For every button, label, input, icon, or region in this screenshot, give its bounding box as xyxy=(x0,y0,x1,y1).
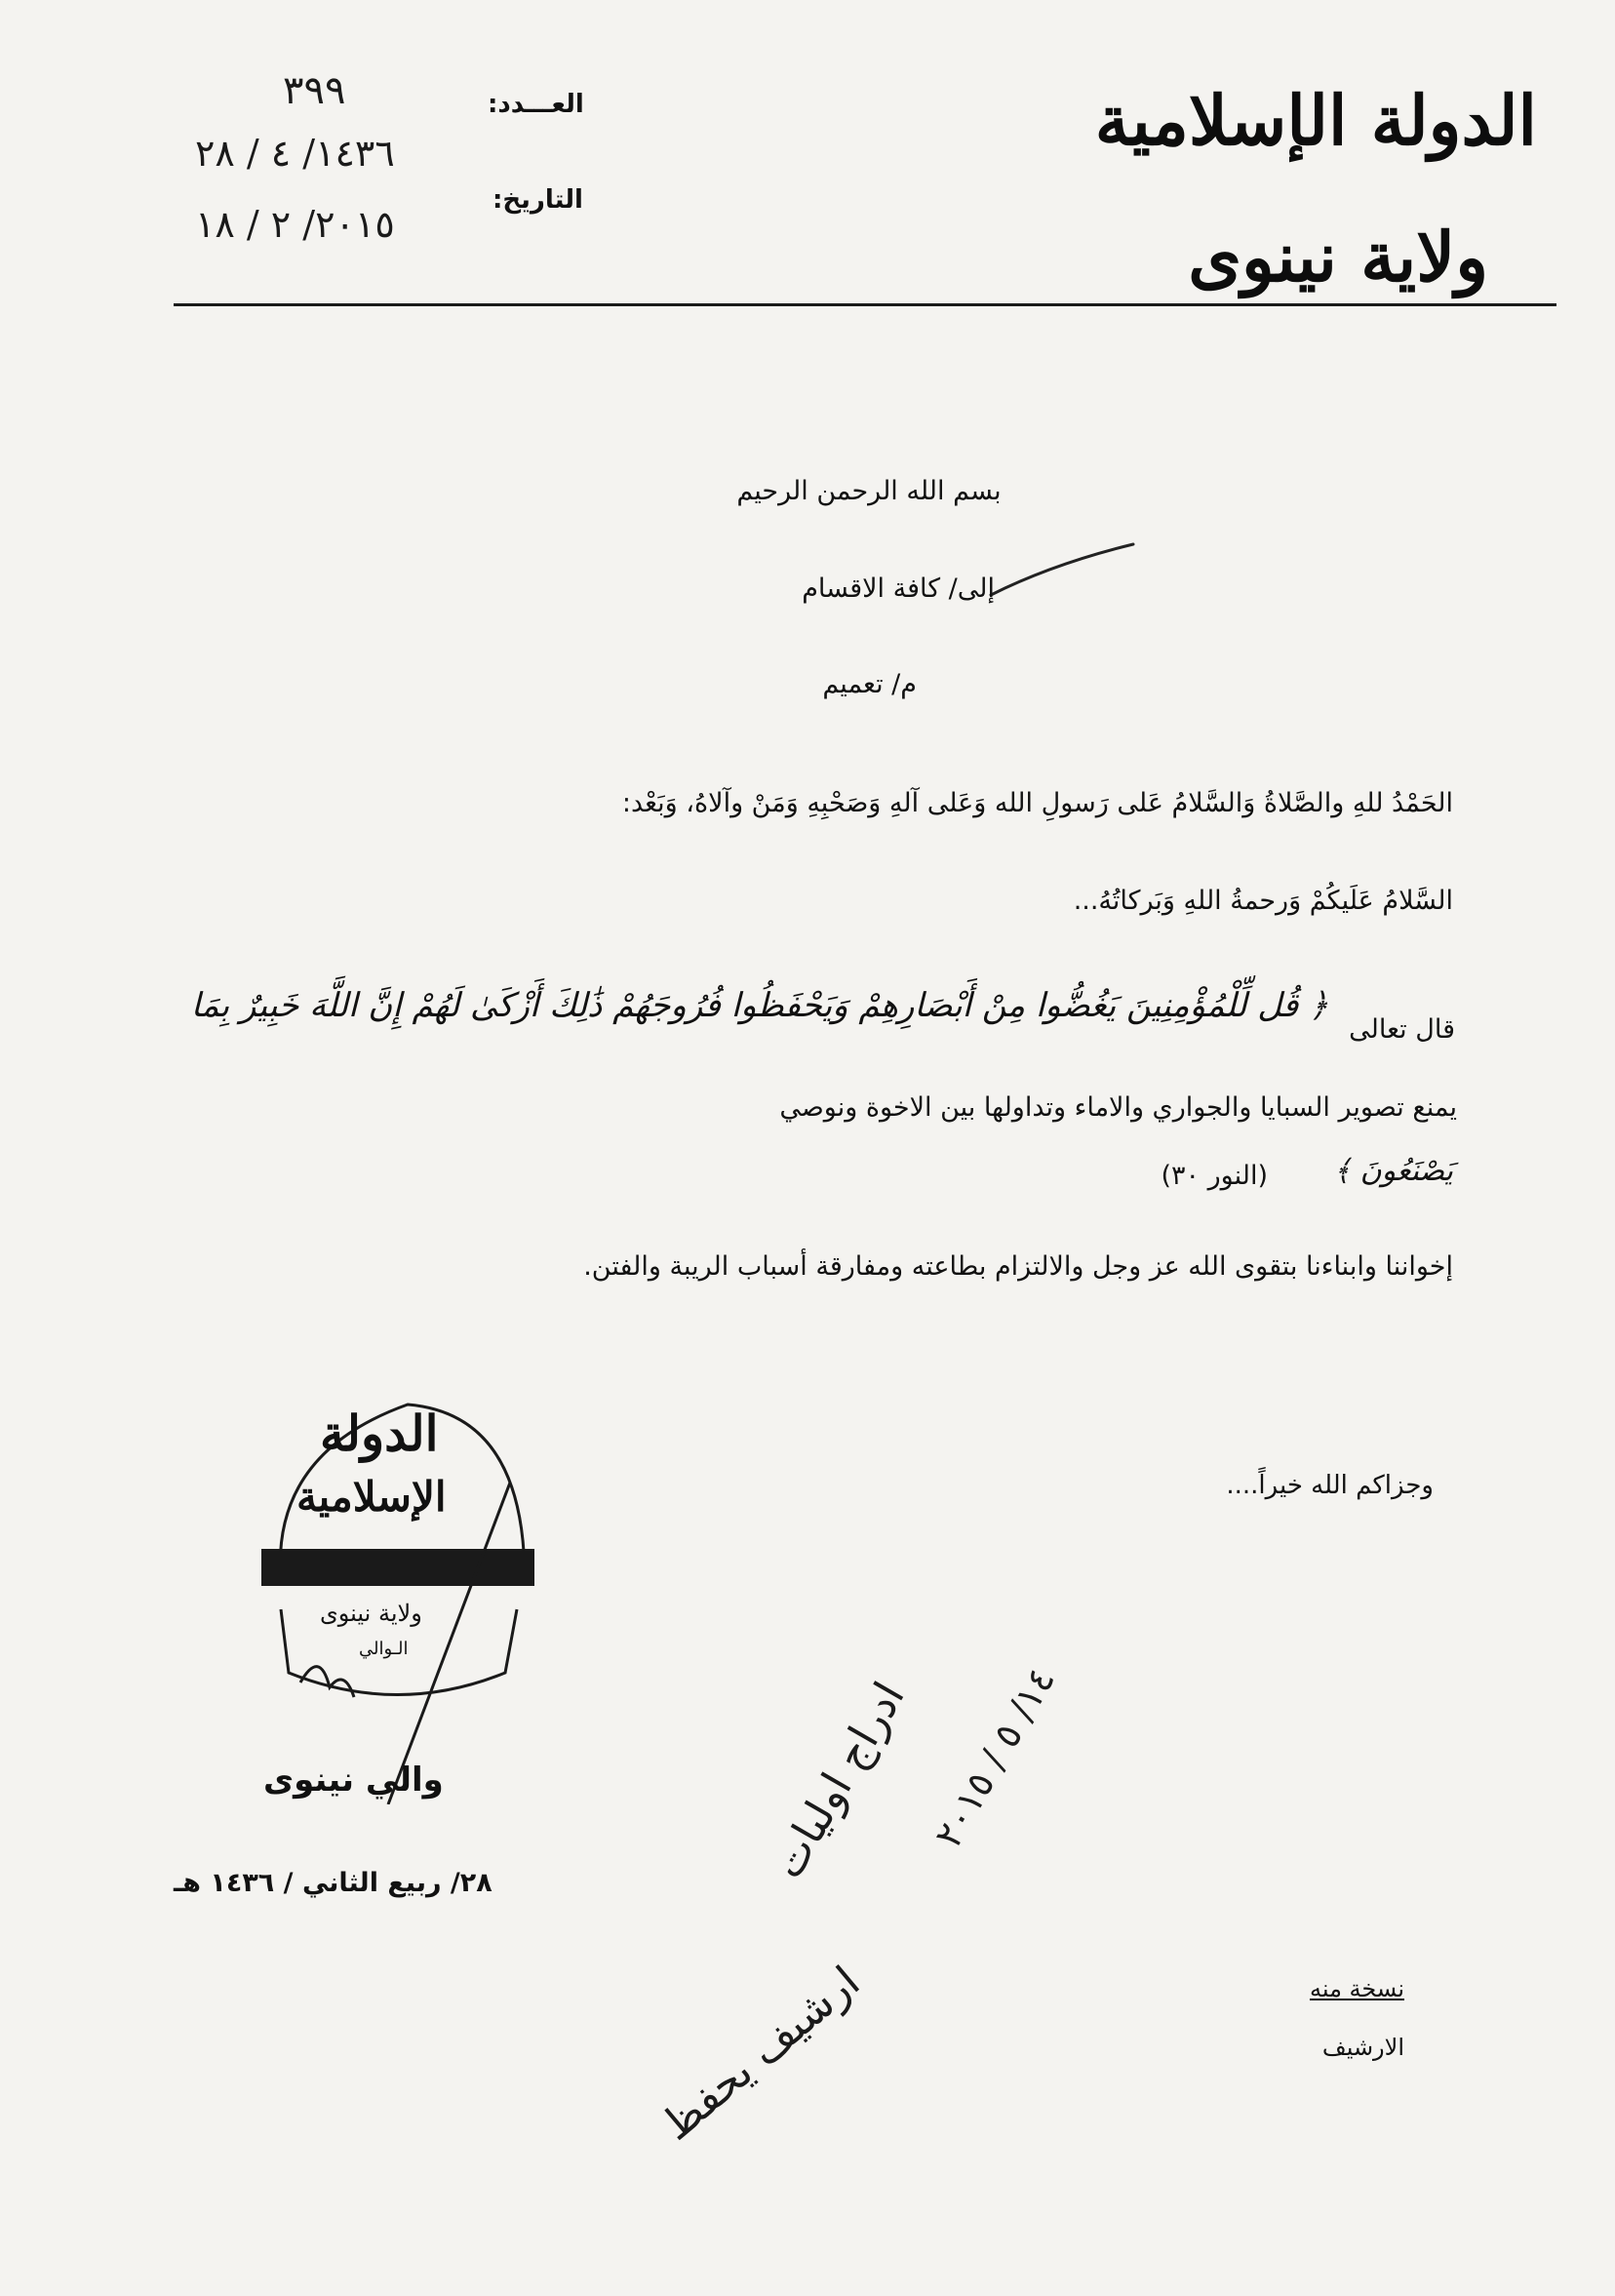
verse-intro: قال تعالى xyxy=(1349,1014,1455,1045)
handwritten-note-line-3: ارشيف يحفظ xyxy=(651,1957,870,2151)
ruling-line-1: يمنع تصوير السبايا والجواري والاماء وتداولها بين الاخوة ونوصي xyxy=(779,1092,1457,1123)
number-label: العـــدد: xyxy=(488,90,584,119)
signature-date: ٢٨/ ربيع الثاني / ١٤٣٦ هـ xyxy=(174,1868,492,1898)
basmala: بسم الله الرحمن الرحيم xyxy=(736,476,1002,506)
verse-reference: (النور ٣٠) xyxy=(1161,1161,1268,1191)
copies-title: نسخة منه xyxy=(1309,1975,1404,2002)
number-value: ٣٩٩ xyxy=(283,68,346,113)
date-label: التاريخ: xyxy=(492,185,583,215)
greeting-line: السَّلامُ عَلَيكُمْ وَرحمةُ اللهِ وَبَركاتُهُ... xyxy=(1073,886,1453,916)
closing-line: وجزاكم الله خيراً.... xyxy=(1226,1471,1434,1500)
quran-verse-end: يَصْنَعُونَ ﴾ xyxy=(1333,1154,1453,1188)
official-stamp xyxy=(261,1375,534,1804)
quran-verse: ﴿ قُل لِّلْمُؤْمِنِينَ يَغُضُّوا مِنْ أَبْصَارِهِمْ وَيَحْفَظُوا فُرُوجَهُمْ ذَٰلِكَ أَزْكَىٰ لَهُمْ إِنَّ اللَّهَ خَبِيرٌ بِمَا xyxy=(190,986,1328,1025)
date-gregorian-handwritten: ٢٠١٥/ ٢ / ١٨ xyxy=(195,203,395,246)
handwritten-note-line-2: ١٤/ ٥ / ٢٠١٥ xyxy=(926,1660,1064,1855)
letterhead-state-name: الدولة الإسلامية xyxy=(1094,80,1537,161)
signatory-title: والي نينوى xyxy=(263,1761,444,1800)
date-hijri-handwritten: ١٤٣٦/ ٤ / ٢٨ xyxy=(195,132,395,175)
stamp-line-4: الـوالي xyxy=(359,1639,409,1659)
header-divider xyxy=(174,303,1556,306)
recipient-pen-mark xyxy=(985,534,1141,603)
stamp-line-1: الدولة xyxy=(320,1405,439,1462)
recipient-line: إلى/ كافة الاقسام xyxy=(802,574,995,604)
ruling-line-2: إخواننا وابناءنا بتقوى الله عز وجل والالتزام بطاعته ومفارقة أسباب الريبة والفتن. xyxy=(583,1251,1453,1282)
stamp-line-3: ولاية نينوى xyxy=(320,1600,422,1627)
praise-paragraph: الحَمْدُ للهِ والصَّلاةُ وَالسَّلامُ عَلى رَسولِ الله وَعَلى آلهِ وَصَحْبِهِ وَمَنْ وآلاهُ، وَبَعْد: xyxy=(621,788,1453,818)
stamp-line-2: الإسلامية xyxy=(296,1473,447,1521)
handwritten-note-line-1: ادراج اوليات xyxy=(763,1674,915,1887)
subject-line: م/ تعميم xyxy=(822,669,917,699)
letterhead-province-name: ولاية نينوى xyxy=(1188,217,1488,297)
copies-item-archive: الارشيف xyxy=(1321,2034,1404,2061)
